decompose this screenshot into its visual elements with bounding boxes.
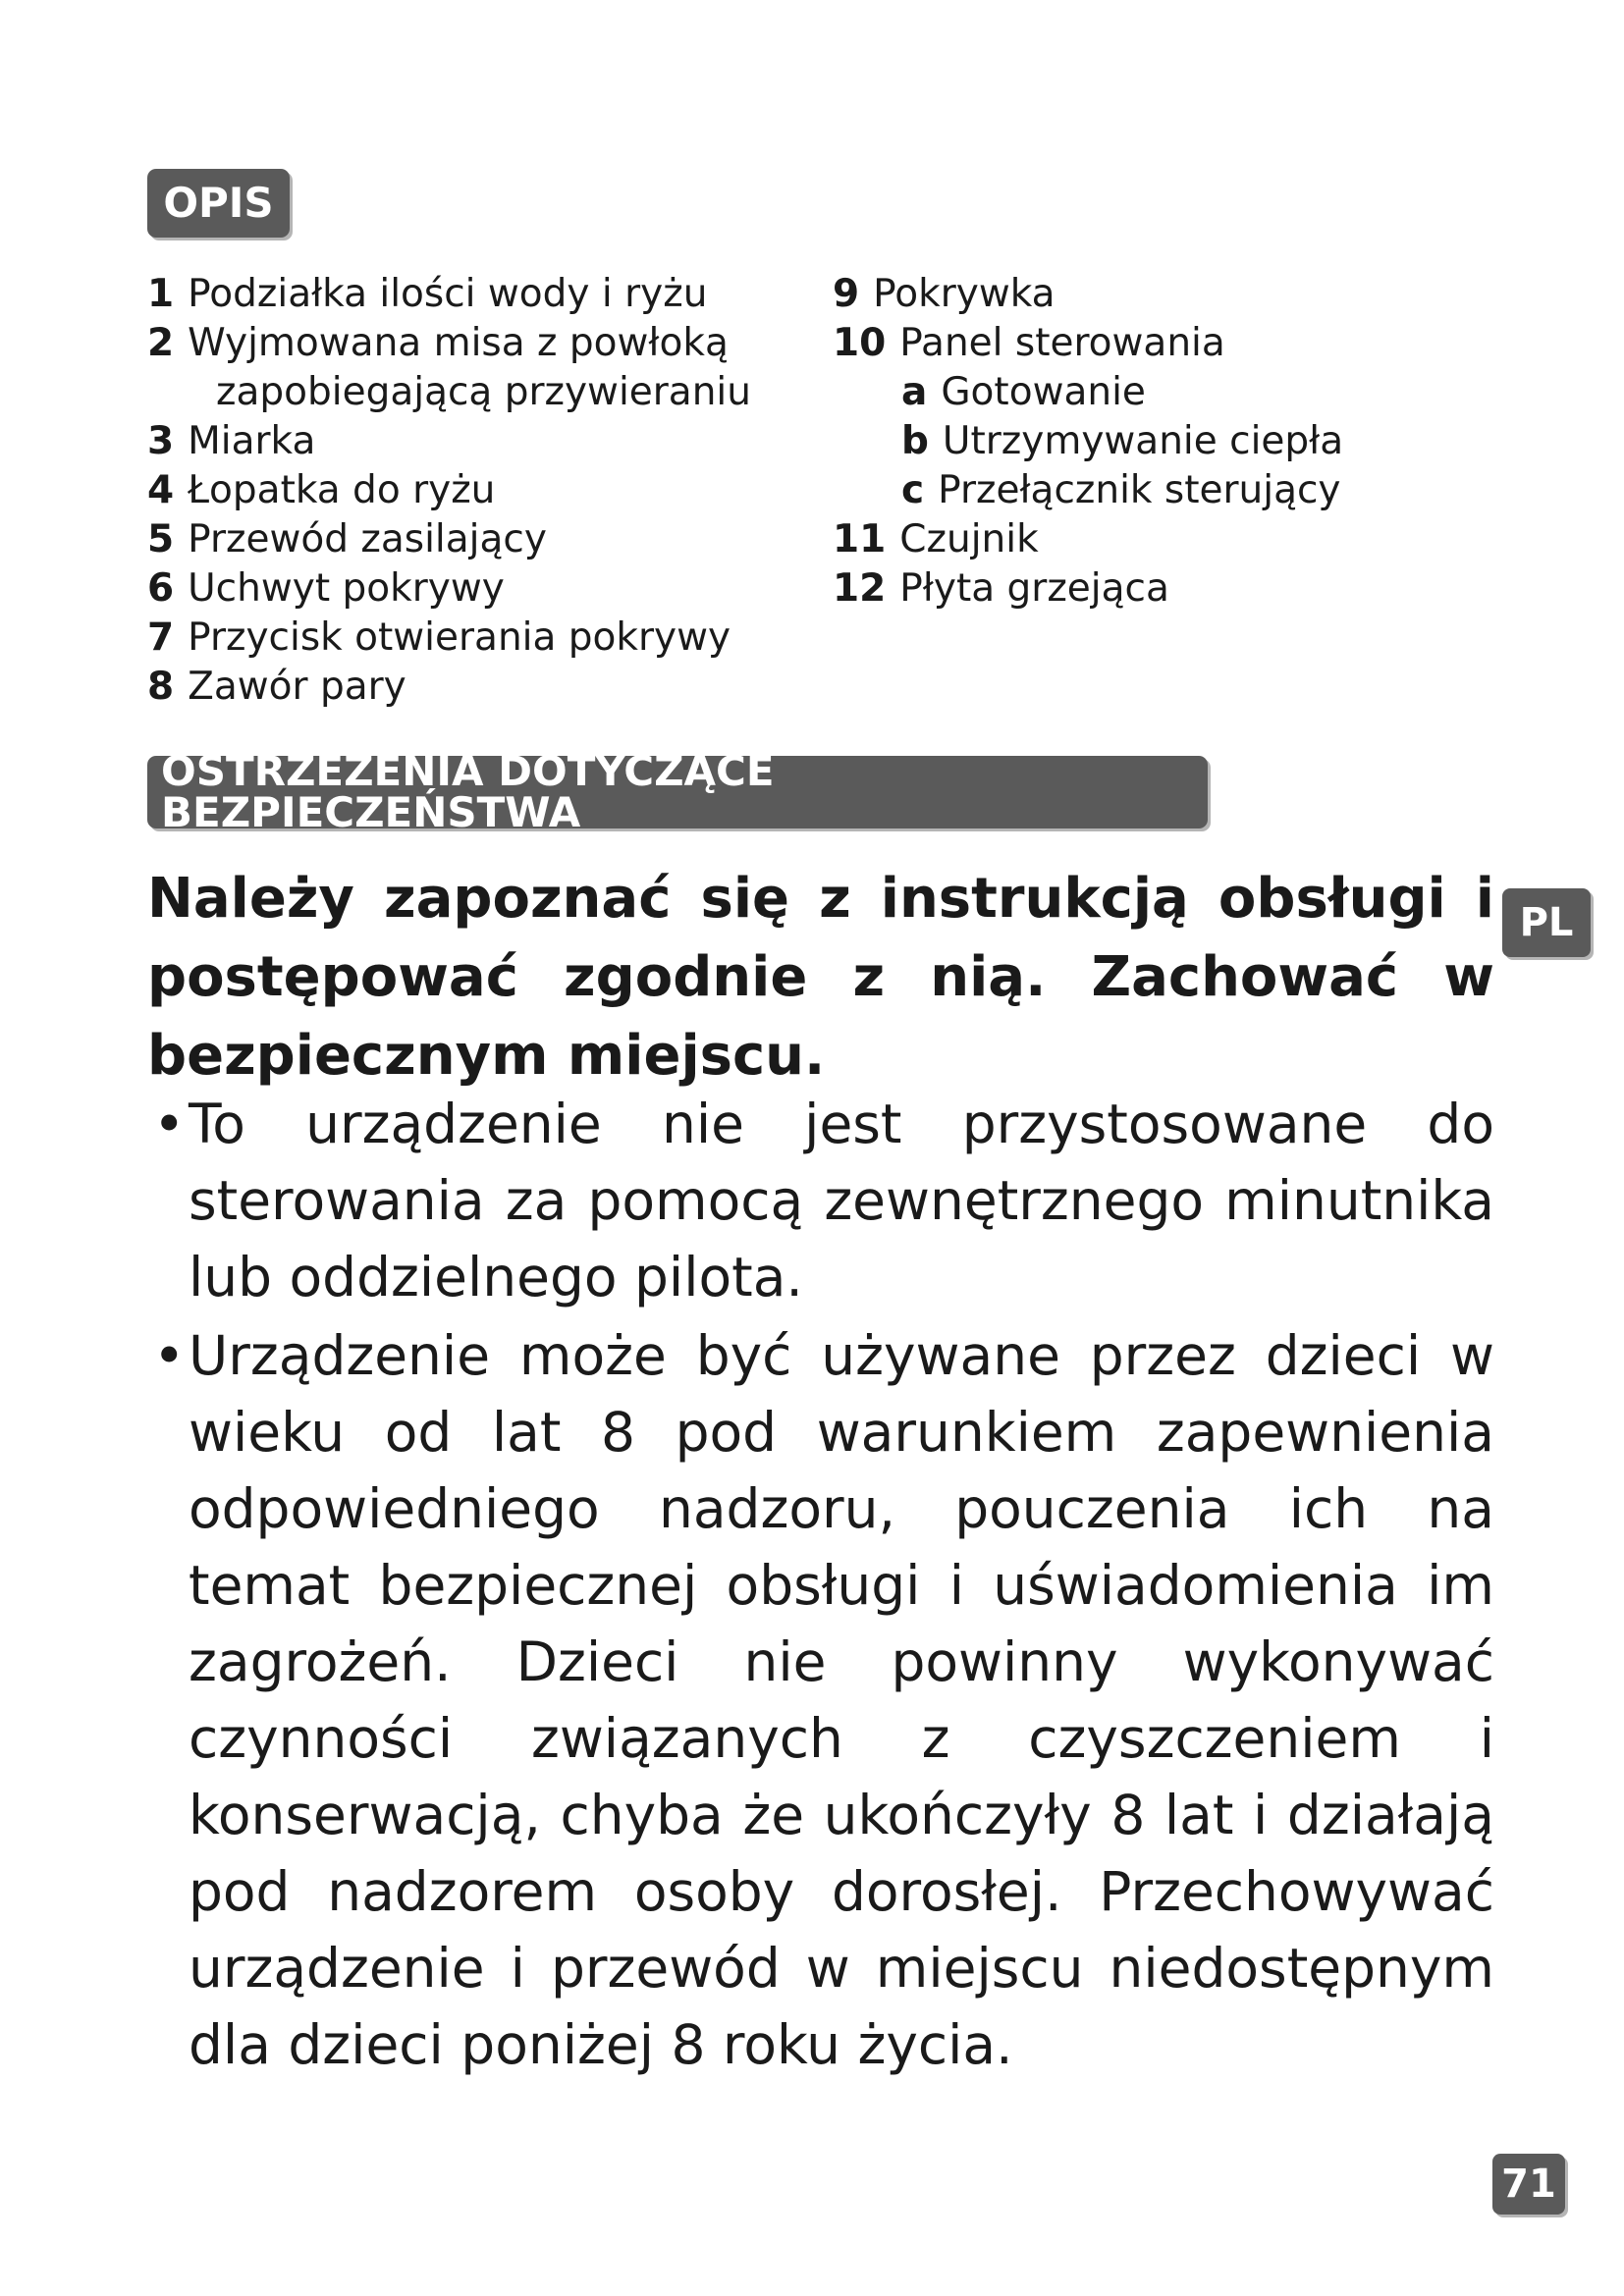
parts-list-left	[147, 270, 776, 712]
part-item	[147, 466, 776, 515]
part-number: 12	[833, 566, 887, 611]
part-item	[833, 564, 1441, 614]
part-subitem-letter: b	[901, 419, 929, 463]
part-label: Zawór pary	[188, 665, 406, 709]
part-number: 5	[147, 517, 175, 561]
part-number: 6	[147, 566, 175, 611]
page-number: 71	[1492, 2154, 1565, 2215]
bullet-icon: •	[153, 1324, 186, 1387]
part-label: Podziałka ilości wody i ryżu	[188, 272, 708, 316]
part-label: Panel sterowania	[899, 321, 1225, 365]
section-title-description: OPIS	[147, 169, 290, 238]
part-number: 7	[147, 615, 175, 660]
part-item	[147, 564, 776, 614]
safety-bullet-text: Urządzenie może być używane przez dzieci w wieku od lat 8 pod warunkiem zapewnienia odpowiedniego nadzoru, pouczenia ich na temat bezpiecznej obsługi i uświadomienia im zagrożeń. Dzieci nie powinny wykonywać czynności związanych z czyszczeniem i konserwacją, chyba że ukończyły 8 lat i działają pod nadzorem osoby dorosłej. Przechowywać urządzenie i przewód w miejscu niedostępnym dla dzieci poniżej 8 roku życia.	[189, 1324, 1494, 2076]
part-label: Przełącznik sterujący	[938, 468, 1341, 512]
part-label: Uchwyt pokrywy	[188, 566, 505, 611]
part-number: 9	[833, 272, 860, 316]
part-item	[833, 515, 1441, 564]
part-subitem	[833, 466, 1441, 515]
part-label: Łopatka do ryżu	[188, 468, 496, 512]
part-subitem	[833, 417, 1441, 466]
bullet-icon: •	[153, 1093, 186, 1155]
language-tab: PL	[1502, 888, 1591, 957]
part-item	[833, 270, 1441, 319]
safety-intro-text: Należy zapoznać się z instrukcją obsługi i postępować zgodnie z nią. Zachować w bezpiecznym miejscu.	[147, 867, 1494, 1088]
part-number: 11	[833, 517, 887, 561]
part-subitem-letter: a	[901, 370, 928, 414]
part-number: 1	[147, 272, 175, 316]
section-title-safety: OSTRZEŻENIA DOTYCZĄCE BEZPIECZEŃSTWA	[147, 756, 1208, 828]
part-item	[147, 515, 776, 564]
part-label-continuation: zapobiegającą przywieraniu	[216, 370, 751, 414]
part-label: Przycisk otwierania pokrywy	[188, 615, 731, 660]
part-label: Miarka	[188, 419, 316, 463]
part-label: Pokrywka	[873, 272, 1056, 316]
part-item	[833, 319, 1441, 368]
part-item	[147, 663, 776, 712]
part-item	[147, 270, 776, 319]
part-label: Gotowanie	[941, 370, 1146, 414]
part-label: Przewód zasilający	[188, 517, 547, 561]
part-item	[147, 417, 776, 466]
part-item	[147, 319, 776, 368]
part-subitem	[833, 368, 1441, 417]
part-number: 8	[147, 665, 175, 709]
part-label: Wyjmowana misa z powłoką	[188, 321, 729, 365]
safety-bullet-text: To urządzenie nie jest przystosowane do sterowania za pomocą zewnętrznego minutnika lub oddzielnego pilota.	[189, 1093, 1494, 1308]
safety-bullet	[147, 1317, 1494, 2083]
part-label: Płyta grzejąca	[899, 566, 1169, 611]
part-number: 10	[833, 321, 887, 365]
part-label: Utrzymywanie ciepła	[942, 419, 1344, 463]
safety-bullet-list	[147, 1086, 1494, 2085]
parts-list-right	[833, 270, 1441, 614]
part-number: 3	[147, 419, 175, 463]
part-subitem-letter: c	[901, 468, 925, 512]
part-number: 2	[147, 321, 175, 365]
safety-bullet	[147, 1086, 1494, 1315]
part-number: 4	[147, 468, 175, 512]
part-label: Czujnik	[899, 517, 1039, 561]
part-item	[147, 614, 776, 663]
